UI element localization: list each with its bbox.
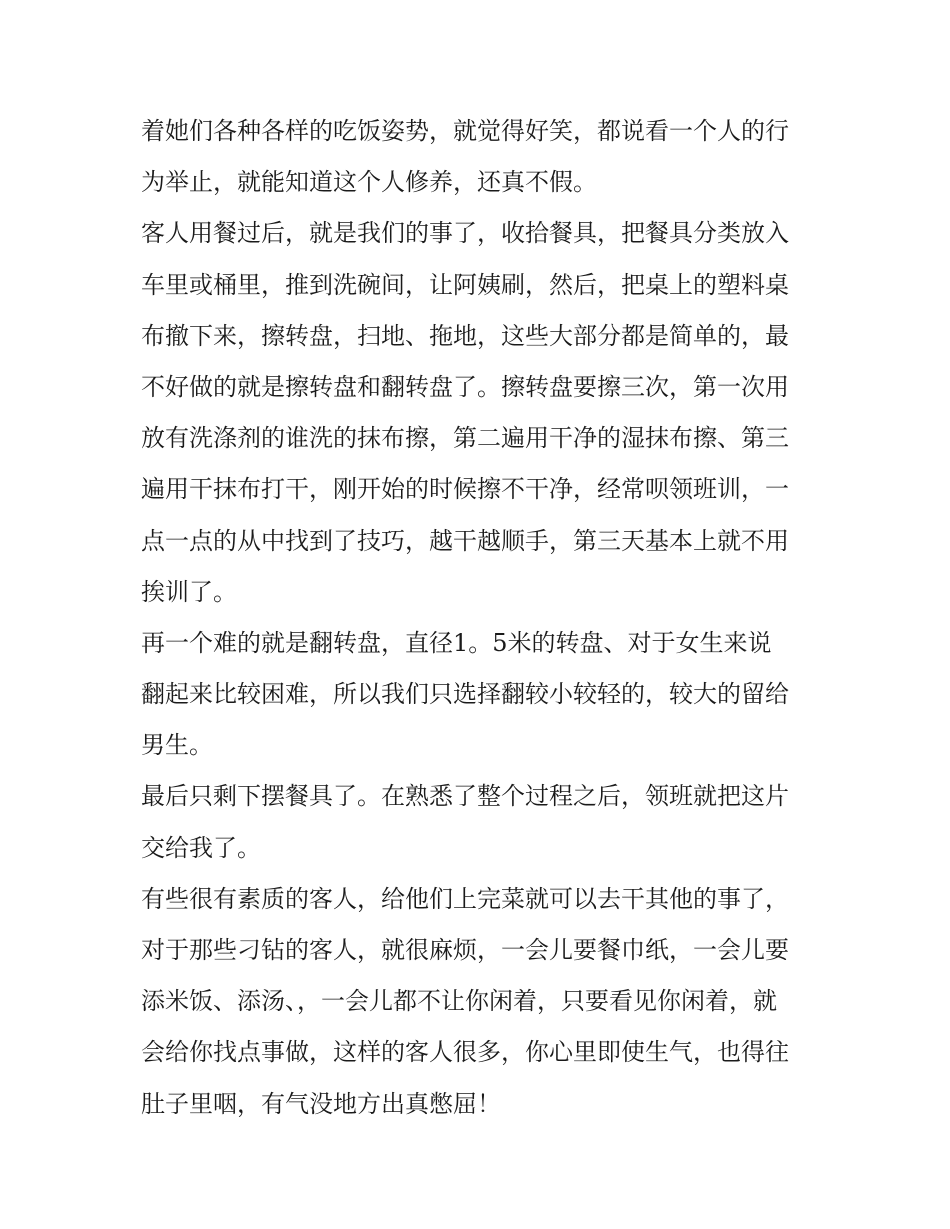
text-line: 对于那些刁钻的客人，就很麻烦，一会儿要餐巾纸，一会儿要 (141, 936, 789, 964)
text-line: 不好做的就是擦转盘和翻转盘了。擦转盘要擦三次，第一次用 (141, 372, 789, 401)
text-line: 有些很有素质的客人，给他们上完菜就可以去干其他的事了， (141, 884, 789, 913)
text-line: 交给我了。 (141, 833, 261, 862)
text-line: 为举止，就能知道这个人修养，还真不假。 (141, 168, 597, 197)
text-line: 最后只剩下摆餐具了。在熟悉了整个过程之后，领班就把这片 (141, 782, 789, 811)
text-line: 再一个难的就是翻转盘，直径1。5米的转盘、对于女生来说 (141, 628, 772, 657)
text-line: 布撤下来，擦转盘，扫地、拖地，这些大部分都是简单的，最 (141, 321, 789, 350)
text-line: 会给你找点事做，这样的客人很多，你心里即使生气，也得往 (141, 1038, 789, 1067)
body-text (141, 106, 813, 1130)
text-line: 添米饭、添汤、，一会儿都不让你闲着，只要看见你闲着，就 (141, 987, 777, 1016)
text-line: 客人用餐过后，就是我们的事了，收拾餐具，把餐具分类放入 (141, 219, 789, 248)
text-line: 挨训了。 (141, 577, 237, 606)
text-line: 遍用干抹布打干，刚开始的时候擦不干净，经常呗领班训，一 (141, 475, 789, 504)
text-line: 放有洗涤剂的谁洗的抹布擦，第二遍用干净的湿抹布擦、第三 (141, 424, 789, 453)
text-line: 肚子里咽，有气没地方出真憋屈！ (141, 1089, 501, 1118)
text-line: 车里或桶里，推到洗碗间，让阿姨刷，然后，把桌上的塑料桌 (141, 270, 789, 299)
text-line: 翻起来比较困难，所以我们只选择翻较小较轻的，较大的留给 (141, 680, 789, 709)
text-line: 男生。 (141, 731, 213, 760)
text-line: 着她们各种各样的吃饭姿势，就觉得好笑，都说看一个人的行 (141, 117, 789, 145)
text-line: 点一点的从中找到了技巧，越干越顺手，第三天基本上就不用 (141, 526, 789, 555)
